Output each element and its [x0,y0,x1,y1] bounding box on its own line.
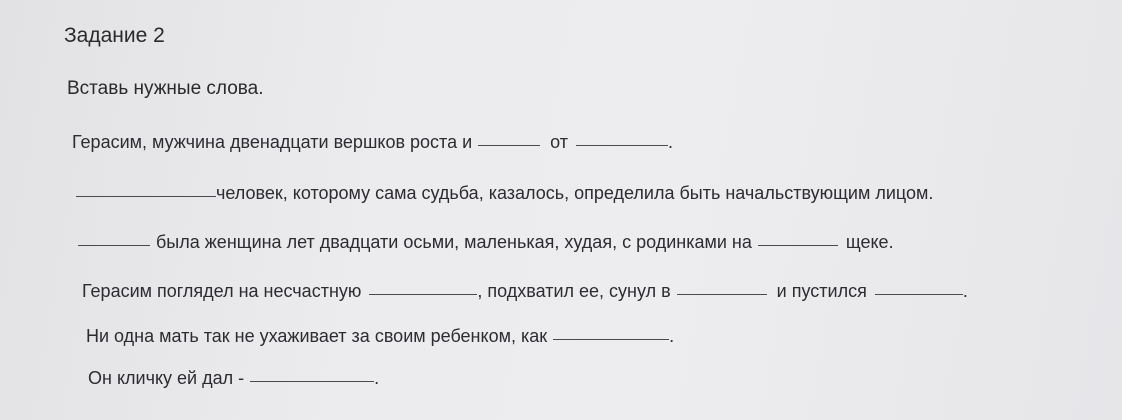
blank-2a[interactable] [76,195,216,197]
sentence-1-text-a: Герасим, мужчина двенадцати вершков роста и [72,132,473,152]
blank-4a[interactable] [369,293,477,295]
blank-3a[interactable] [78,244,150,246]
blank-1a[interactable] [478,144,540,146]
task-instruction: Вставь нужные слова. [67,78,264,99]
blank-6a[interactable] [250,380,374,382]
sentence-5-text-b: . [669,326,675,346]
task-title: Задание 2 [64,24,165,47]
sentence-1-text-b: от [550,132,569,152]
blank-5a[interactable] [553,338,669,340]
sentence-4 [82,281,968,302]
sentence-4-text-b: , подхватил ее, сунул в [477,281,671,301]
blank-1b[interactable] [576,144,668,146]
sentence-5 [86,326,674,347]
sentence-3-text-b: щеке. [845,232,894,252]
sentence-3 [78,232,894,253]
sentence-6-text-b: . [374,368,380,388]
sentence-2 [76,183,933,204]
sentence-3-text-a: была женщина лет двадцати осьми, маленькая, худая, с родинками на [156,232,752,252]
sentence-5-text-a: Ни одна мать так не ухаживает за своим ребенком, как [86,326,548,346]
sentence-2-text-a: человек, которому сама судьба, казалось, определила быть начальствующим лицом. [216,183,934,203]
sentence-4-text-d: . [962,281,968,301]
sentence-6 [88,368,379,389]
sentence-4-text-c: и пустился [776,281,867,301]
blank-3b[interactable] [758,244,838,246]
sentence-4-text-a: Герасим поглядел на несчастную [82,281,362,301]
sentence-1-text-c: . [668,132,674,152]
sentence-6-text-a: Он кличку ей дал - [88,368,245,388]
blank-4b[interactable] [677,293,767,295]
blank-4c[interactable] [875,293,963,295]
sentence-1 [72,132,673,153]
